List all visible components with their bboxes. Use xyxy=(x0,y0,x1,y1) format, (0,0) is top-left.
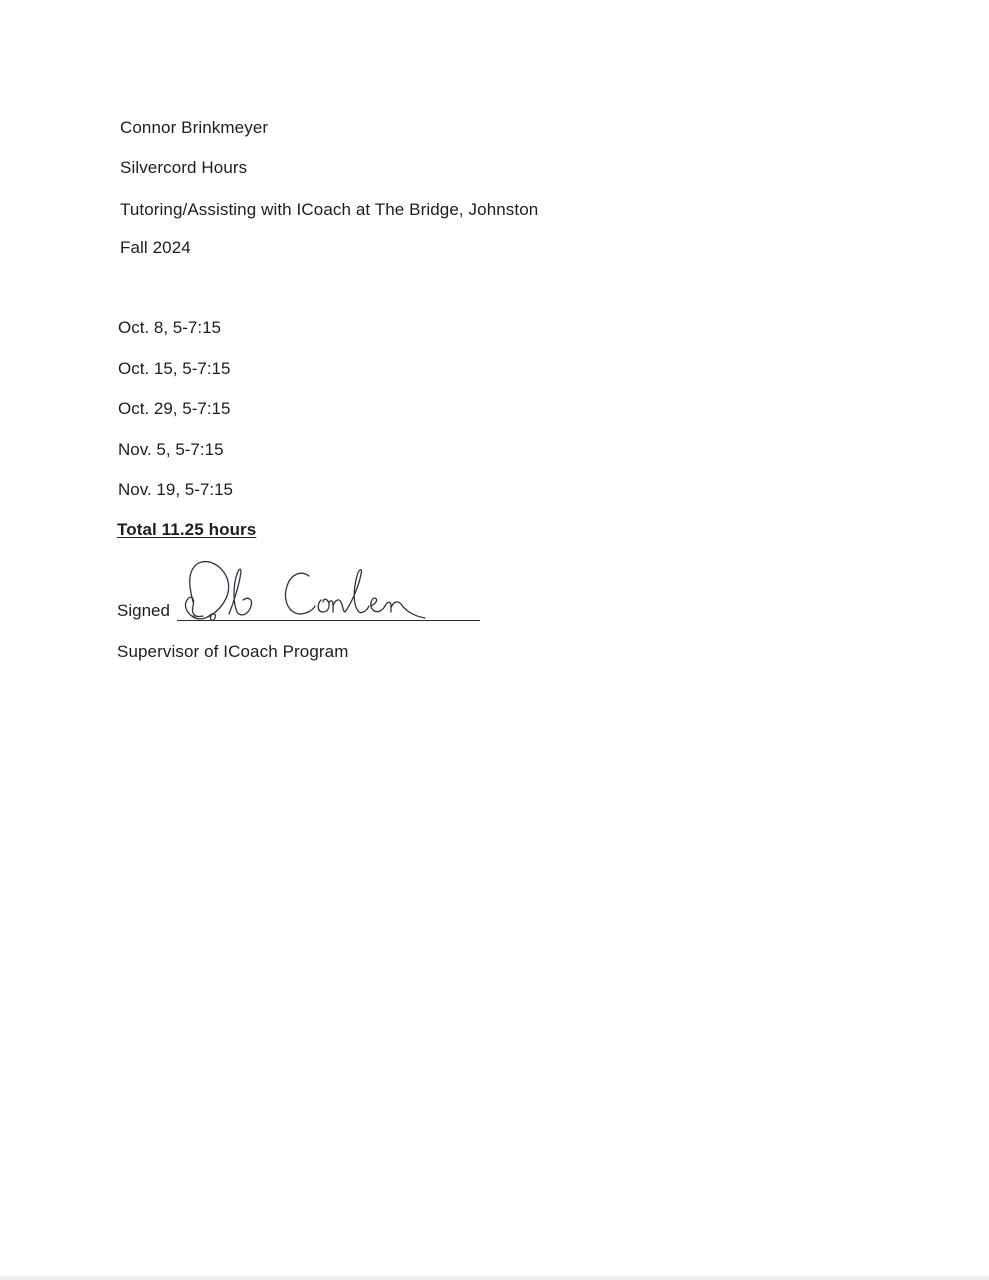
student-name: Connor Brinkmeyer xyxy=(120,118,269,137)
total-hours: Total 11.25 hours xyxy=(117,520,257,539)
hours-entry: Nov. 5, 5-7:15 xyxy=(118,439,224,459)
signature-block xyxy=(117,556,487,626)
program-title: Silvercord Hours xyxy=(120,158,248,177)
supervisor-title: Supervisor of ICoach Program xyxy=(117,642,349,661)
term: Fall 2024 xyxy=(120,238,191,257)
hours-entry: Nov. 19, 5-7:15 xyxy=(118,480,233,499)
activity-description: Tutoring/Assisting with ICoach at The Bridge, Johnston xyxy=(120,200,539,219)
hours-entry: Oct. 29, 5-7:15 xyxy=(118,399,231,418)
hours-list xyxy=(118,318,233,521)
signed-label: Signed xyxy=(117,601,170,620)
scan-edge xyxy=(0,1276,989,1280)
hours-entry: Oct. 15, 5-7:15 xyxy=(118,358,231,378)
handwritten-signature xyxy=(181,556,441,626)
hours-entry: Oct. 8, 5-7:15 xyxy=(118,318,221,337)
